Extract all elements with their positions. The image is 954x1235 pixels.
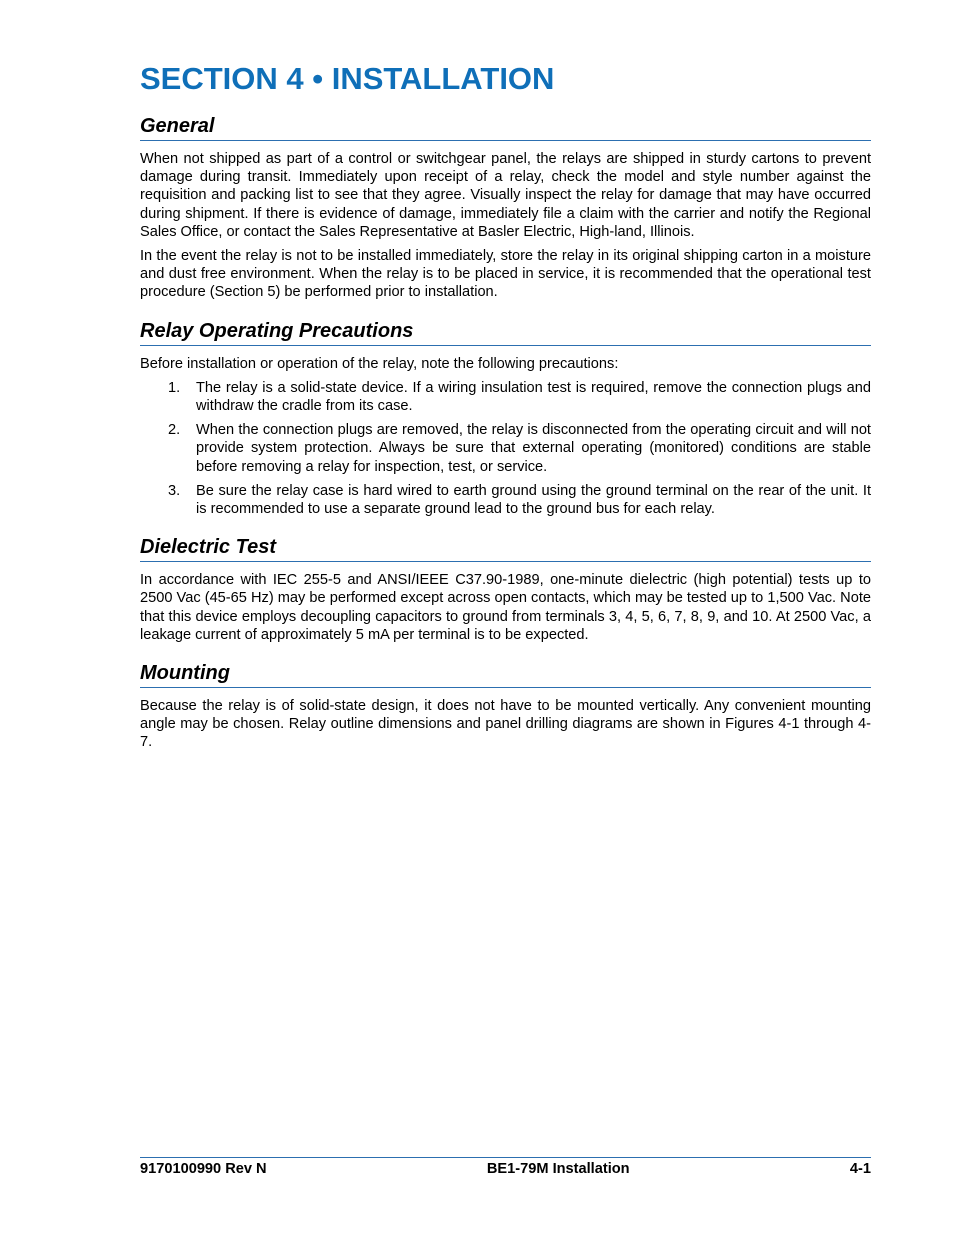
general-section [140,114,871,302]
general-heading: General [140,114,871,141]
list-item-text: Be sure the relay case is hard wired to earth ground using the ground terminal on the rear of the unit. It is recommended to use a separate ground lead to the ground bus for each relay. [196,482,871,518]
page-footer [140,1157,871,1177]
list-item-text: When the connection plugs are removed, the relay is disconnected from the operating circuit and will not provide system protection. Always be sure that external operating (monitored) conditions are stable before removing a relay for inspection, test, or service. [196,422,871,475]
precautions-section [140,319,871,519]
general-paragraph-2: In the event the relay is not to be installed immediately, store the relay in its original shipping carton in a moisture and dust free environment. When the relay is to be placed in service, it is recommended that the operational test procedure (Section 5) be performed prior to installation. [140,248,871,301]
general-paragraph-1: When not shipped as part of a control or switchgear panel, the relays are shipped in sturdy cartons to prevent damage during transit. Immediately upon receipt of a relay, check the model and style number against the requisition and packing list to see that they agree. Visually inspect the relay for damage that may have occurred during shipment. If there is evidence of damage, immediately file a claim with the carrier and notify the Regional Sales Office, or contact the Sales Representative at Basler Electric, High-land, Illinois. [140,151,871,240]
list-item-number: 1. [168,379,181,396]
list-item [140,421,871,476]
dielectric-paragraph: In accordance with IEC 255-5 and ANSI/IEEE C37.90-1989, one-minute dielectric (high potential) tests up to 2500 Vac (45-65 Hz) may be performed except across open contacts, which may be tested up to 1,500 Vac. Note that this device employs decoupling capacitors to ground from terminals 3, 4, 5, 6, 7, 8, 9, and 10. At 2500 Vac, a leakage current of approximately 5 mA per terminal is to be expected. [140,572,871,643]
precautions-intro: Before installation or operation of the relay, note the following precautions: [140,355,619,372]
list-item-number: 3. [168,482,181,499]
precautions-heading: Relay Operating Precautions [140,319,871,346]
footer-page-number: 4-1 [849,1161,871,1177]
footer-document-number: 9170100990 Rev N [140,1161,267,1177]
list-item [140,482,871,518]
mounting-section [140,661,871,752]
section-title: SECTION 4 • INSTALLATION [140,61,555,96]
mounting-paragraph: Because the relay is of solid-state design, it does not have to be mounted vertically. Any convenient mounting angle may be chosen. Relay outline dimensions and panel drilling diagrams are shown in Figures 4-1 through 4-7. [140,698,871,751]
list-item-number: 2. [168,422,181,439]
list-item-text: The relay is a solid-state device. If a wiring insulation test is required, remove the connection plugs and withdraw the cradle from its case. [196,379,871,415]
precautions-list [140,379,871,518]
dielectric-heading: Dielectric Test [140,535,871,562]
dielectric-section [140,535,871,644]
page-content [140,60,871,752]
footer-document-title: BE1-79M Installation [486,1161,630,1177]
mounting-heading: Mounting [140,661,871,688]
list-item [140,379,871,415]
